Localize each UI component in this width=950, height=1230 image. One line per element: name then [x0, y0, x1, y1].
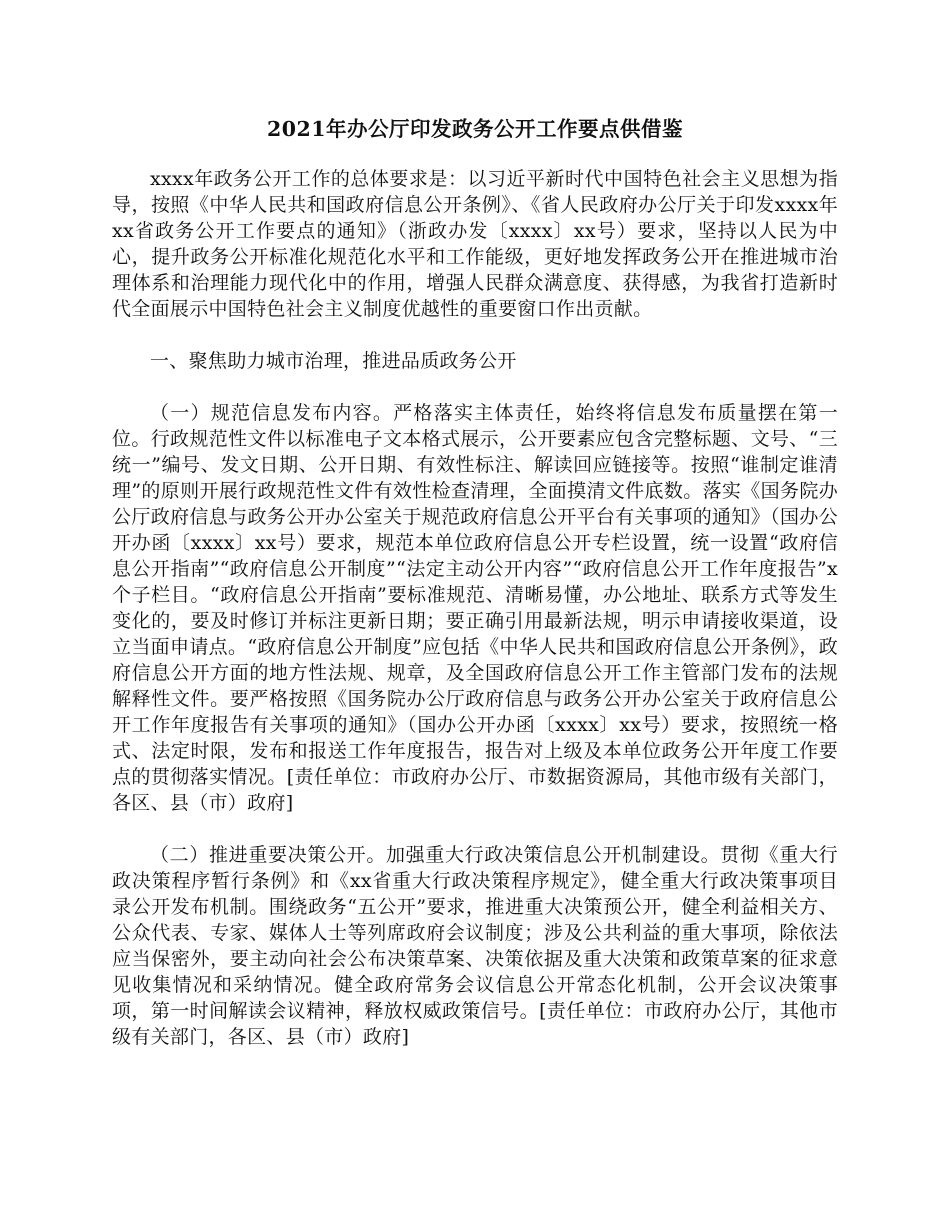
- subsection-paragraph-2: （二）推进重要决策公开。加强重大行政决策信息公开机制建设。贯彻《重大行政决策程序暂行条例》和《xx省重大行政决策程序规定》，健全重大行政决策事项目录公开发布机制。围绕政务“五公开”要求，推进重大决策预公开，健全利益相关方、公众代表、专家、媒体人士等列席政府会议制度；涉及公共利益的重大事项，除依法应当保密外，要主动向社会公布决策草案、决策依据及重大决策和政策草案的征求意见收集情况和采纳情况。健全政府常务会议信息公开常态化机制，公开会议决策事项，第一时间解读会议精神，释放权威政策信号。[责任单位：市政府办公厅，其他市级有关部门，各区、县（市）政府]: [112, 844, 838, 1048]
- intro-paragraph: xxxx年政务公开工作的总体要求是：以习近平新时代中国特色社会主义思想为指导，按照《中华人民共和国政府信息公开条例》、《省人民政府办公厅关于印发xxxx年xx省政务公开工作要点的通知》（浙政办发〔xxxx〕xx号）要求，坚持以人民为中心，提升政务公开标准化规范化水平和工作能级，更好地发挥政务公开在推进城市治理体系和治理能力现代化中的作用，增强人民群众满意度、获得感，为我省打造新时代全面展示中国特色社会主义制度优越性的重要窗口作出贡献。: [112, 168, 838, 320]
- document-page: [112, 0, 838, 1230]
- section-heading-1: 一、聚焦助力城市治理，推进品质政务公开: [150, 350, 517, 372]
- subsection-paragraph-1: （一）规范信息发布内容。严格落实主体责任，始终将信息发布质量摆在第一位。行政规范性文件以标准电子文本格式展示，公开要素应包含完整标题、文号、“三统一”编号、发文日期、公开日期、有效性标注、解读回应链接等。按照“谁制定谁清理”的原则开展行政规范性文件有效性检查清理，全面摸清文件底数。落实《国务院办公厅政府信息与政务公开办公室关于规范政府信息公开平台有关事项的通知》（国办公开办函〔xxxx〕xx号）要求，规范本单位政府信息公开专栏设置，统一设置“政府信息公开指南”“政府信息公开制度”“法定主动公开内容”“政府信息公开工作年度报告”x个子栏目。“政府信息公开指南”要标准规范、清晰易懂，办公地址、联系方式等发生变化的，要及时修订并标注更新日期；要正确引用最新法规，明示申请接收渠道，设立当面申请点。“政府信息公开制度”应包括《中华人民共和国政府信息公开条例》，政府信息公开方面的地方性法规、规章，及全国政府信息公开工作主管部门发布的法规解释性文件。要严格按照《国务院办公厅政府信息与政务公开办公室关于政府信息公开工作年度报告有关事项的通知》（国办公开办函〔xxxx〕xx号）要求，按照统一格式、法定时限，发布和报送工作年度报告，报告对上级及本单位政务公开年度工作要点的贯彻落实情况。[责任单位：市政府办公厅、市数据资源局，其他市级有关部门，各区、县（市）政府]: [112, 402, 838, 814]
- document-title: 2021年办公厅印发政务公开工作要点供借鉴: [266, 117, 684, 141]
